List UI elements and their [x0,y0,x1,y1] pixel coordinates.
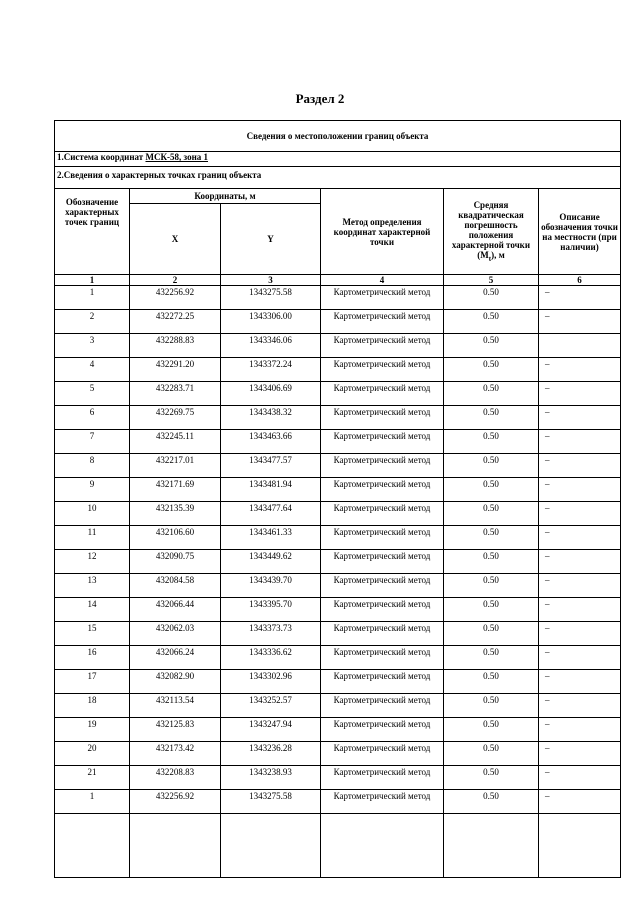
header-description: Описание обозначения точки на местности (при наличии) [539,189,621,275]
point-number-cell: 15 [55,622,130,646]
coord-x-cell: 432272.25 [130,310,221,334]
table-row [55,382,621,406]
coord-y-cell: 1343346.06 [221,334,321,358]
method-cell: Картометрический метод [321,334,444,358]
header-coordinates: Координаты, м [130,189,321,204]
method-cell: Картометрический метод [321,502,444,526]
point-number-cell: 13 [55,574,130,598]
error-cell: 0.50 [444,430,539,454]
coord-y-cell: 1343252.57 [221,694,321,718]
point-number-cell: 10 [55,502,130,526]
method-cell: Картометрический метод [321,670,444,694]
point-number-cell: 9 [55,478,130,502]
error-cell: 0.50 [444,358,539,382]
coord-y-cell: 1343247.94 [221,718,321,742]
error-cell: 0.50 [444,766,539,790]
desc-cell: – [539,694,621,718]
error-cell: 0.50 [444,286,539,310]
point-number-cell: 20 [55,742,130,766]
empty-cell [539,814,621,878]
coord-y-cell: 1343373.73 [221,622,321,646]
coord-y-cell: 1343477.57 [221,454,321,478]
desc-cell: – [539,718,621,742]
method-cell: Картометрический метод [321,694,444,718]
coord-y-cell: 1343302.96 [221,670,321,694]
error-cell: 0.50 [444,670,539,694]
error-cell: 0.50 [444,454,539,478]
error-cell: 0.50 [444,622,539,646]
coord-x-cell: 432291.20 [130,358,221,382]
desc-cell: – [539,406,621,430]
method-cell: Картометрический метод [321,766,444,790]
table-row [55,358,621,382]
coord-x-cell: 432062.03 [130,622,221,646]
table-row [55,526,621,550]
empty-cell [221,814,321,878]
header-x: X [130,204,221,275]
table-row [55,406,621,430]
coord-y-cell: 1343275.58 [221,286,321,310]
method-cell: Картометрический метод [321,742,444,766]
method-cell: Картометрический метод [321,526,444,550]
column-number: 3 [221,275,321,286]
error-cell: 0.50 [444,310,539,334]
point-number-cell: 5 [55,382,130,406]
empty-cell [130,814,221,878]
table-row [55,550,621,574]
desc-cell: – [539,598,621,622]
header-error-unit: ), м [491,249,505,260]
error-cell: 0.50 [444,694,539,718]
header-y: Y [221,204,321,275]
coord-y-cell: 1343372.24 [221,358,321,382]
coord-y-cell: 1343477.64 [221,502,321,526]
point-number-cell: 21 [55,766,130,790]
coord-y-cell: 1343275.58 [221,790,321,814]
point-number-cell: 12 [55,550,130,574]
table-row [55,598,621,622]
error-cell: 0.50 [444,382,539,406]
method-cell: Картометрический метод [321,574,444,598]
table-row [55,694,621,718]
error-cell: 0.50 [444,478,539,502]
error-cell: 0.50 [444,526,539,550]
method-cell: Картометрический метод [321,358,444,382]
desc-cell: – [539,478,621,502]
error-cell: 0.50 [444,574,539,598]
table-empty-space [55,814,621,878]
column-number: 5 [444,275,539,286]
method-cell: Картометрический метод [321,286,444,310]
desc-cell: – [539,454,621,478]
section-title: Раздел 2 [295,91,345,106]
empty-cell [444,814,539,878]
point-number-cell: 14 [55,598,130,622]
desc-cell: – [539,766,621,790]
coord-x-cell: 432269.75 [130,406,221,430]
coord-y-cell: 1343238.93 [221,766,321,790]
coord-system-row [55,152,621,167]
method-cell: Картометрический метод [321,622,444,646]
error-cell: 0.50 [444,550,539,574]
coord-y-cell: 1343236.28 [221,742,321,766]
point-number-cell: 17 [55,670,130,694]
method-cell: Картометрический метод [321,478,444,502]
coord-x-cell: 432125.83 [130,718,221,742]
method-cell: Картометрический метод [321,598,444,622]
coord-y-cell: 1343439.70 [221,574,321,598]
coord-x-cell: 432283.71 [130,382,221,406]
table-row [55,454,621,478]
point-number-cell: 18 [55,694,130,718]
empty-cell [55,814,130,878]
point-number-cell: 4 [55,358,130,382]
table-row [55,742,621,766]
points-section-heading: 2.Сведения о характерных точках границ объекта [55,167,621,189]
method-cell: Картометрический метод [321,382,444,406]
coord-y-cell: 1343406.69 [221,382,321,406]
desc-cell: – [539,286,621,310]
error-cell: 0.50 [444,502,539,526]
method-cell: Картометрический метод [321,718,444,742]
point-number-cell: 1 [55,286,130,310]
point-number-cell: 1 [55,790,130,814]
desc-cell: – [539,502,621,526]
method-cell: Картометрический метод [321,430,444,454]
table-row [55,574,621,598]
method-cell: Картометрический метод [321,310,444,334]
header-error-text: Средняя квадратическая погрешность положения характерной точки (M [451,199,531,260]
desc-cell: – [539,670,621,694]
point-number-cell: 7 [55,430,130,454]
coord-x-cell: 432084.58 [130,574,221,598]
desc-cell: – [539,790,621,814]
column-number: 2 [130,275,221,286]
table-title: Сведения о местоположении границ объекта [55,121,621,152]
point-number-cell: 8 [55,454,130,478]
column-number: 1 [55,275,130,286]
table-row [55,286,621,310]
desc-cell: – [539,430,621,454]
point-number-cell: 16 [55,646,130,670]
coord-y-cell: 1343306.00 [221,310,321,334]
table-row [55,502,621,526]
coord-x-cell: 432135.39 [130,502,221,526]
desc-cell [539,334,621,358]
point-number-cell: 3 [55,334,130,358]
desc-cell: – [539,358,621,382]
coord-x-cell: 432173.42 [130,742,221,766]
table-row [55,478,621,502]
method-cell: Картометрический метод [321,550,444,574]
coord-x-cell: 432208.83 [130,766,221,790]
table-row [55,718,621,742]
error-cell: 0.50 [444,718,539,742]
error-cell: 0.50 [444,334,539,358]
coord-y-cell: 1343449.62 [221,550,321,574]
table-row [55,790,621,814]
table-row [55,430,621,454]
point-number-cell: 19 [55,718,130,742]
desc-cell: – [539,742,621,766]
table-row [55,310,621,334]
coord-x-cell: 432082.90 [130,670,221,694]
error-cell: 0.50 [444,646,539,670]
coord-y-cell: 1343463.66 [221,430,321,454]
error-cell: 0.50 [444,406,539,430]
header-error [444,189,539,275]
header-point-designation: Обозначение характерных точек границ [55,189,130,275]
coord-y-cell: 1343481.94 [221,478,321,502]
coord-x-cell: 432217.01 [130,454,221,478]
point-number-cell: 6 [55,406,130,430]
coord-x-cell: 432113.54 [130,694,221,718]
desc-cell: – [539,310,621,334]
table-row [55,622,621,646]
column-number: 6 [539,275,621,286]
error-cell: 0.50 [444,742,539,766]
coord-y-cell: 1343461.33 [221,526,321,550]
desc-cell: – [539,574,621,598]
table-row [55,670,621,694]
coord-x-cell: 432090.75 [130,550,221,574]
table-row [55,766,621,790]
coord-x-cell: 432288.83 [130,334,221,358]
method-cell: Картометрический метод [321,790,444,814]
coord-y-cell: 1343395.70 [221,598,321,622]
desc-cell: – [539,382,621,406]
header-method: Метод определения координат характерной точки [321,189,444,275]
method-cell: Картометрический метод [321,406,444,430]
desc-cell: – [539,526,621,550]
method-cell: Картометрический метод [321,454,444,478]
desc-cell: – [539,646,621,670]
table-row [55,646,621,670]
column-number: 4 [321,275,444,286]
coord-x-cell: 432066.44 [130,598,221,622]
header-error-subscript: t [488,254,492,263]
coord-x-cell: 432066.24 [130,646,221,670]
coord-system-value: МСК-58, зона 1 [145,152,209,162]
desc-cell: – [539,550,621,574]
coord-x-cell: 432171.69 [130,478,221,502]
coord-x-cell: 432256.92 [130,286,221,310]
point-number-cell: 2 [55,310,130,334]
coord-system-label: 1.Система координат [57,152,144,162]
coord-y-cell: 1343438.32 [221,406,321,430]
error-cell: 0.50 [444,598,539,622]
coord-x-cell: 432106.60 [130,526,221,550]
method-cell: Картометрический метод [321,646,444,670]
error-cell: 0.50 [444,790,539,814]
coord-x-cell: 432256.92 [130,790,221,814]
boundary-points-table [54,120,621,878]
point-number-cell: 11 [55,526,130,550]
empty-cell [321,814,444,878]
table-row [55,334,621,358]
desc-cell: – [539,622,621,646]
coord-x-cell: 432245.11 [130,430,221,454]
coord-y-cell: 1343336.62 [221,646,321,670]
